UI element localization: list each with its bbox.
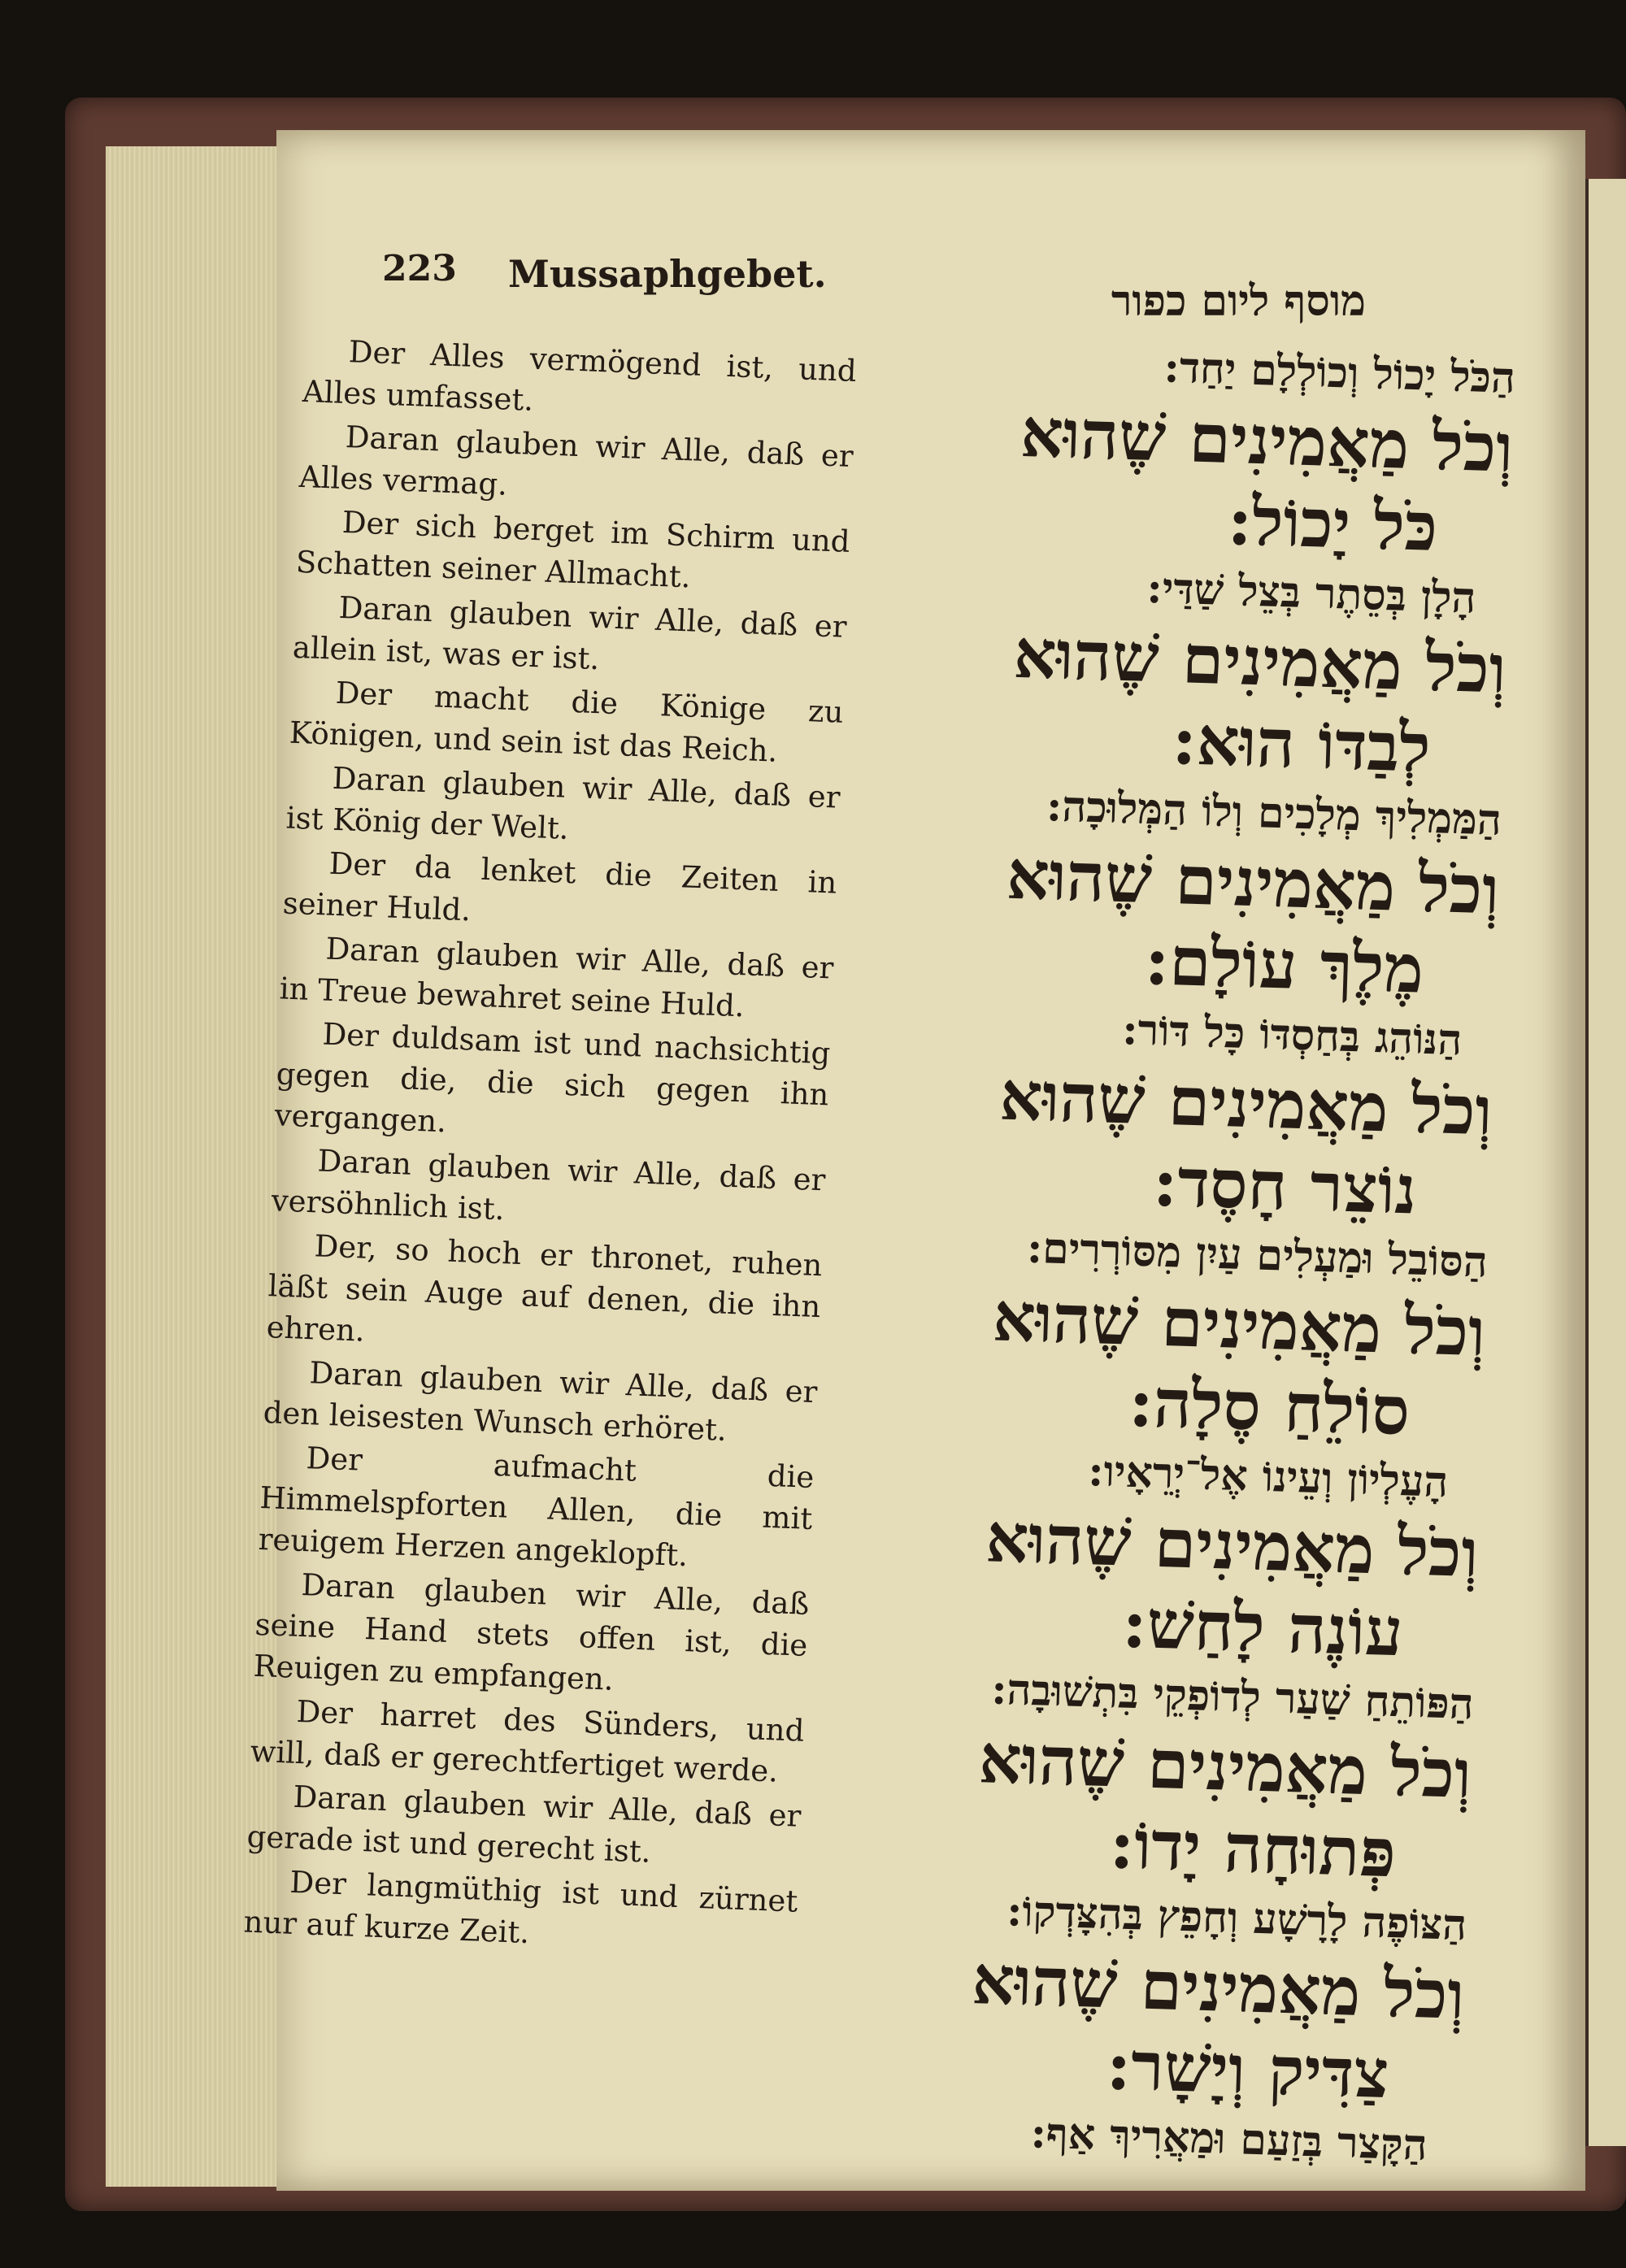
hebrew-refrain-line: מֶלֶךְ עוֹלָם: [1143, 922, 1425, 1009]
german-paragraph: Der aufmacht die Himmelspforten Allen, die mit reuigem Herzen angeklopft. [257, 1440, 815, 1574]
hebrew-refrain-line: וְכֹל מַאֲמִינִים שֶׁהוּא [991, 1278, 1487, 1372]
german-paragraph: Daran glauben wir Alle, daß er ist König der Welt. [285, 760, 841, 846]
running-title: Mussaphgebet. [508, 252, 827, 296]
hebrew-refrain-line: וְכֹל מַאֲמִינִים שֶׁהוּא [971, 1940, 1466, 2035]
hebrew-verse-line: הַמַּמְלִיךְ מְלָכִים וְלוֹ הַמְּלוּכָה: [1046, 781, 1502, 845]
german-paragraph: Daran glauben wir Alle, daß er den leisesten Wunsch erhöret. [262, 1355, 819, 1448]
hebrew-refrain-line: פְּתוּחָה יָדוֹ: [1108, 1805, 1398, 1893]
hebrew-verse-line: הַסּוֹבֵל וּמַעְלִים עַיִן מִסּוֹרְרִים: [1026, 1223, 1489, 1288]
hebrew-refrain-line: וְכֹל מַאֲמִינִים שֶׁהוּא [1012, 615, 1508, 709]
hebrew-refrain-line: וְכֹל מַאֲמִינִים שֶׁהוּא [1019, 393, 1515, 488]
german-paragraph: Daran glauben wir Alle, daß er allein ist, was er ist. [292, 589, 848, 677]
hebrew-verse-line: הַפּוֹתֵחַ שַׁעַר לְדוֹפְקֵי בִּתְשׁוּבָה: [990, 1664, 1475, 1730]
hebrew-refrain-line: עוֹנֶה לָחַשׁ: [1121, 1584, 1404, 1672]
hebrew-refrain-line: צַדִּיק וְיָשָׁר: [1105, 2027, 1390, 2114]
german-paragraph: Der duldsam ist und nachsichtig gegen die, die sich gegen ihn vergangen. [274, 1016, 832, 1140]
hebrew-refrain-line: לְבַדּוֹ הוּא: [1171, 701, 1433, 788]
page-number: 223 [382, 248, 457, 289]
german-translation-column [243, 329, 858, 1966]
german-paragraph: Der Alles vermögend ist, und Alles umfasset. [302, 334, 858, 418]
german-paragraph: Der macht die Könige zu Königen, und sein ist das Reich. [289, 675, 845, 769]
german-paragraph: Der da lenket die Zeiten in seiner Huld. [282, 845, 838, 928]
hebrew-refrain-line: סוֹלֵחַ סֶלָה: [1128, 1363, 1411, 1451]
german-paragraph: Der harret des Sünders, und will, daß er gerechtfertiget werde. [249, 1693, 806, 1789]
hebrew-verse-line: הַנּוֹהֵג בְּחַסְדּוֹ כָּל דּוֹר: [1121, 1005, 1463, 1066]
hebrew-refrain-line: וְכֹל מַאֲמִינִים שֶׁהוּא [985, 1499, 1480, 1593]
german-paragraph: Daran glauben wir Alle, daß er gerade ist und gerecht ist. [246, 1779, 802, 1870]
hebrew-refrain-line: נוֹצֵר חָסֶד: [1151, 1143, 1418, 1230]
hebrew-refrain-line: וְכֹל מַאֲמִינִים שֶׁהוּא [977, 1720, 1473, 1814]
german-paragraph: Der sich berget im Schirm und Schatten seiner Allmacht. [295, 504, 851, 595]
german-paragraph: Daran glauben wir Alle, daß er versöhnlich ist. [271, 1143, 827, 1227]
german-paragraph: Daran glauben wir Alle, daß er Alles vermag. [298, 419, 854, 502]
german-paragraph: Der langmüthig ist und zürnet nur auf kurze Zeit. [242, 1864, 799, 1951]
hebrew-refrain-line: כֹּל יָכוֹל: [1226, 481, 1439, 567]
hebrew-verse-line: הַכֹּל יָכוֹל וְכוֹלְלָם יַחַד: [1163, 342, 1516, 403]
hebrew-verse-line: הָעֶלְיוֹן וְעֵינוֹ אֶל־יְרֵאָיו: [1087, 1446, 1450, 1508]
hebrew-refrain-line: וְכֹל מַאֲמִינִים שֶׁהוּא [998, 1057, 1494, 1151]
german-paragraph: Der, so hoch er thronet, ruhen läßt sein Auge auf denen, die ihn ehren. [266, 1228, 824, 1349]
german-paragraph: Daran glauben wir Alle, daß seine Hand stets offen ist, die Reuigen zu empfangen. [253, 1566, 811, 1697]
hebrew-running-title: מוסף ליום כפור [1111, 276, 1366, 326]
hebrew-verse-line: הָלָן בְּסֵתֶר בְּצֵל שַׁדַּי: [1146, 563, 1477, 623]
hebrew-prayer-column [756, 328, 1516, 2176]
hebrew-verse-line: הַצּוֹפֶה לָרָשָׁע וְחָפֵץ בְּהִצָּדְקוֹ: [1006, 1886, 1468, 1951]
german-paragraph: Daran glauben wir Alle, daß er in Treue bewahret seine Huld. [279, 931, 835, 1024]
hebrew-verse-line: הַקָּצַר בְּזַעַם וּמַאֲרִיךְ אַף: [1029, 2108, 1428, 2170]
hebrew-refrain-line: וְכֹל מַאֲמִינִים שֶׁהוּא [1005, 836, 1501, 930]
next-page-edge [1585, 179, 1626, 2146]
